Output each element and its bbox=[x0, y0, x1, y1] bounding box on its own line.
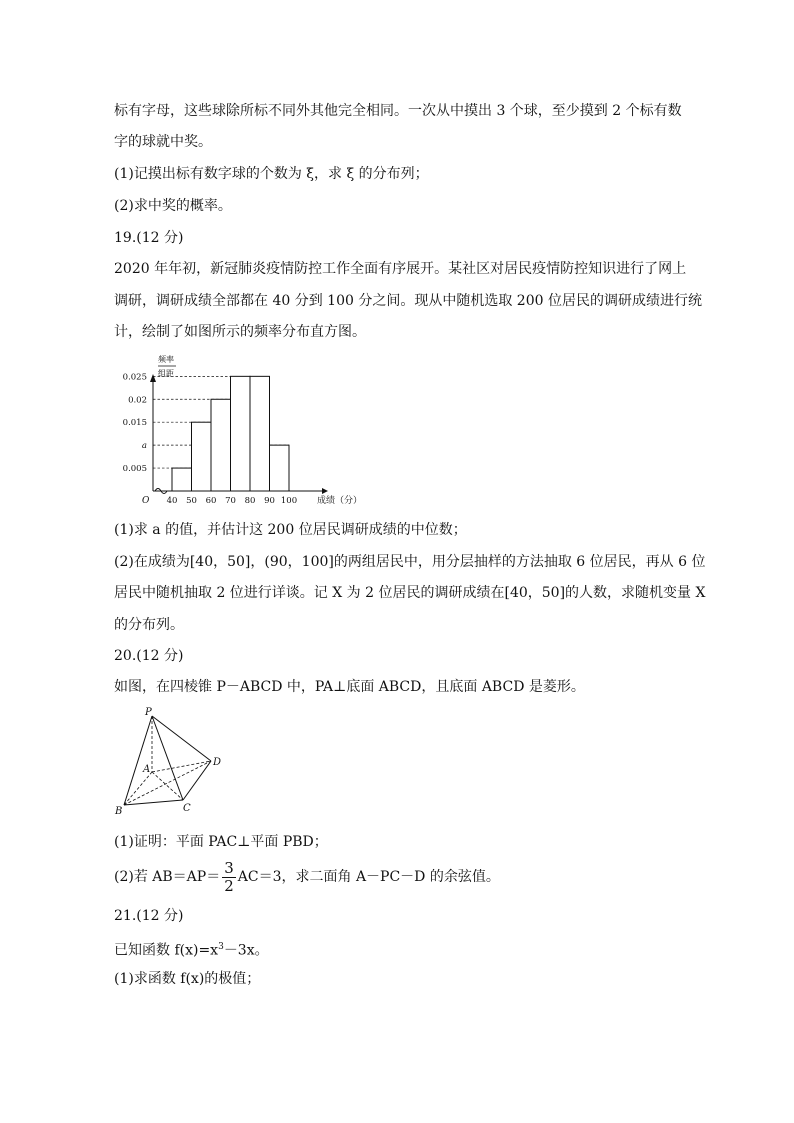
q19-part-2-line-3: 的分布列。 bbox=[114, 617, 184, 633]
histogram-bar bbox=[270, 445, 290, 491]
edge-PB bbox=[124, 716, 152, 805]
x-tick-label: 90 bbox=[264, 496, 275, 504]
histogram-bar bbox=[172, 468, 192, 491]
q21-header: 21.(12 分) bbox=[114, 908, 184, 924]
x-tick-label: 50 bbox=[186, 496, 197, 504]
y-axis-label-numerator: 频率 bbox=[158, 355, 174, 364]
pyramid-figure bbox=[112, 706, 232, 818]
q18-part-1: (1)记摸出标有数字球的个数为 ξ，求 ξ 的分布列； bbox=[114, 166, 429, 182]
histogram-bar bbox=[231, 376, 251, 491]
edge-PD bbox=[152, 716, 211, 761]
y-tick-label: 0.015 bbox=[122, 418, 147, 429]
label-P: P bbox=[145, 707, 152, 718]
edge-PC bbox=[152, 716, 183, 800]
y-tick-label: a bbox=[141, 441, 147, 452]
q19-header: 19.(12 分) bbox=[114, 230, 184, 246]
q19-part-2-line-1: (2)在成绩为[40，50]，(90，100]的两组居民中，用分层抽样的方法抽取 6 位居民，再从 6 位 bbox=[114, 554, 706, 570]
y-tick-label: 0.005 bbox=[122, 464, 147, 475]
frequency-histogram bbox=[114, 352, 374, 504]
q19-text-line-3: 计，绘制了如图所示的频率分布直方图。 bbox=[114, 324, 366, 340]
q20-part-2-suffix: AC＝3，求二面角 A－PC－D 的余弦值。 bbox=[237, 869, 500, 885]
label-C: C bbox=[183, 803, 191, 814]
q19-part-2-line-2: 居民中随机抽取 2 位进行详谈。记 X 为 2 位居民的调研成绩在[40，50]的人数，求随机变量 X bbox=[114, 585, 706, 601]
q20-text-line-1: 如图，在四棱锥 P－ABCD 中，PA⊥底面 ABCD，且底面 ABCD 是菱形。 bbox=[114, 679, 585, 695]
histogram-bars bbox=[172, 376, 289, 491]
q20-part-2 bbox=[114, 857, 500, 897]
q18-text-line-2: 字的球就中奖。 bbox=[114, 134, 212, 150]
fraction-3-over-2 bbox=[222, 860, 236, 895]
y-axis-label-denominator: 组距 bbox=[158, 369, 174, 378]
histogram-bar bbox=[250, 376, 270, 491]
x-tick-label: 60 bbox=[205, 496, 217, 504]
x-tick-label: 70 bbox=[225, 496, 236, 504]
y-tick-label: 0.02 bbox=[128, 395, 147, 406]
label-D: D bbox=[213, 757, 222, 768]
q18-text-line-1: 标有字母，这些球除所标不同外其他完全相同。一次从中摸出 3 个球，至少摸到 2 个标有数 bbox=[114, 103, 682, 119]
histogram-bar bbox=[192, 422, 212, 491]
diagonal-BD bbox=[124, 761, 211, 805]
q21-function-suffix: －3x。 bbox=[223, 942, 269, 959]
q19-part-1: (1)求 a 的值，并估计这 200 位居民调研成绩的中位数； bbox=[114, 522, 467, 538]
x-tick-label: 80 bbox=[244, 496, 256, 504]
label-A: A bbox=[143, 764, 151, 775]
q20-part-1: (1)证明：平面 PAC⊥平面 PBD； bbox=[114, 834, 328, 850]
fraction-denominator: 2 bbox=[224, 876, 234, 895]
q20-header: 20.(12 分) bbox=[114, 648, 184, 664]
q21-function-prefix: 已知函数 f(x)=x bbox=[114, 942, 219, 959]
edge-CD bbox=[183, 761, 211, 800]
q19-text-line-1: 2020 年年初，新冠肺炎疫情防控工作全面有序展开。某社区对居民疫情防控知识进行了网上 bbox=[114, 261, 687, 277]
q21-text-line-1 bbox=[114, 937, 269, 961]
x-tick-label: 100 bbox=[280, 496, 298, 504]
q18-part-2: (2)求中奖的概率。 bbox=[114, 198, 232, 214]
x-axis-arrow bbox=[322, 488, 328, 494]
q21-exponent: 3 bbox=[218, 942, 224, 952]
q21-part-1: (1)求函数 f(x)的极值； bbox=[114, 971, 261, 987]
y-tick-label: 0.025 bbox=[122, 372, 147, 383]
fraction-numerator: 3 bbox=[224, 858, 234, 877]
histogram-bar bbox=[211, 399, 231, 491]
y-axis-arrow bbox=[150, 374, 156, 382]
origin-label: O bbox=[142, 496, 150, 504]
q20-part-2-prefix: (2)若 AB＝AP＝ bbox=[114, 869, 221, 885]
edge-BC bbox=[124, 800, 183, 805]
q19-text-line-2: 调研，调研成绩全部都在 40 分到 100 分之间。现从中随机选取 200 位居民的调研成绩进行统 bbox=[114, 293, 702, 309]
edge-AB bbox=[124, 772, 152, 805]
label-B: B bbox=[115, 806, 123, 817]
edge-AD bbox=[152, 761, 211, 772]
x-tick-label: 40 bbox=[166, 496, 178, 504]
x-axis-label: 成绩（分） bbox=[317, 496, 363, 504]
